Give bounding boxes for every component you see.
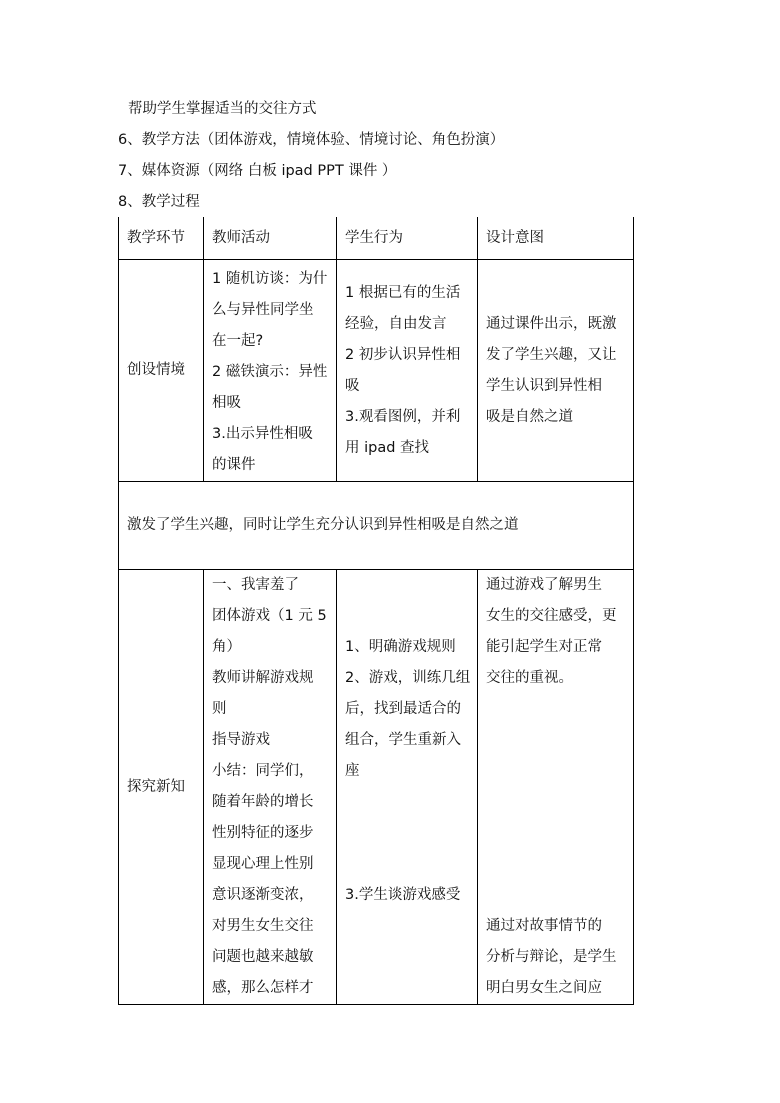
intent-line: 学生认识到异性相: [486, 377, 602, 394]
header-intent: 设计意图: [478, 217, 634, 260]
header-student: 学生行为: [337, 217, 478, 260]
student-line: 2、游戏，训练几组: [345, 670, 471, 686]
student-cell: [337, 260, 478, 482]
student-line: 1、明确游戏规则: [345, 639, 456, 655]
teacher-line: 在一起?: [212, 333, 264, 349]
teacher-line: 问题也越来越敏: [212, 949, 314, 965]
table-row: [119, 570, 634, 1005]
teacher-line: 随着年龄的增长: [212, 794, 314, 810]
student-line: 用 ipad 查找: [345, 439, 430, 456]
teacher-line: 2 磁铁演示：异性: [212, 364, 328, 380]
teacher-line: 感，那么怎样才: [212, 980, 314, 996]
intro-line-1: 帮助学生掌握适当的交往方式: [128, 101, 317, 117]
student-line: 后，找到最适合的: [345, 701, 461, 717]
teacher-line: 么与异性同学坐: [212, 302, 314, 318]
intent-line: 分析与辩论，是学生: [486, 949, 617, 965]
student-line: 组合，学生重新入: [345, 732, 461, 748]
header-stage: 教学环节: [119, 217, 204, 260]
summary-cell: 激发了学生兴趣，同时让学生充分认识到异性相吸是自然之道: [119, 482, 634, 570]
header-teacher: 教师活动: [204, 217, 337, 260]
student-line: 1 根据已有的生活: [345, 284, 461, 301]
stage-cell: 创设情境: [119, 260, 204, 482]
student-line: 吸: [345, 377, 360, 394]
intent-line: 女生的交往感受，更: [486, 608, 617, 624]
teacher-line: 性别特征的逐步: [212, 825, 314, 841]
student-line: 3.观看图例，并利: [345, 408, 461, 425]
intro-line-2: 6、教学方法（团体游戏，情境体验、情境讨论、角色扮演）: [118, 132, 505, 148]
intent-cell: [478, 570, 634, 1005]
teacher-line: 角）: [212, 639, 241, 655]
intent-line: 明白男女生之间应: [486, 980, 602, 996]
stage-cell: 探究新知: [119, 570, 204, 1005]
teacher-line: 意识逐渐变浓，: [212, 887, 314, 903]
teacher-line: 一、我害羞了: [212, 577, 299, 593]
intent-line: 能引起学生对正常: [486, 639, 602, 655]
teacher-line: 相吸: [212, 395, 241, 411]
intent-line: 发了学生兴趣，又让: [486, 346, 617, 363]
table-header-row: [119, 217, 634, 260]
student-line: 座: [345, 763, 360, 779]
table-row: [119, 260, 634, 482]
student-cell: [337, 570, 478, 1005]
teaching-process-table: [118, 217, 634, 1005]
teacher-line: 指导游戏: [212, 732, 270, 748]
intro-line-3: 7、媒体资源（网络 白板 ipad PPT 课件 ）: [118, 163, 397, 179]
teacher-cell: [204, 570, 337, 1005]
intent-line: 通过游戏了解男生: [486, 577, 602, 593]
teacher-line: 对男生女生交往: [212, 918, 314, 934]
student-line: 2 初步认识异性相: [345, 346, 461, 363]
intent-line: 通过课件出示，既激: [486, 315, 617, 332]
teacher-line: 显现心理上性别: [212, 856, 314, 872]
teacher-line: 1 随机访谈：为什: [212, 271, 328, 287]
student-line: 3.学生谈游戏感受: [345, 887, 461, 903]
intro-line-4: 8、教学过程: [118, 194, 200, 210]
student-line: 经验，自由发言: [345, 315, 447, 332]
intent-line: 通过对故事情节的: [486, 918, 602, 934]
intent-line: 吸是自然之道: [486, 408, 573, 425]
intent-line: 交往的重视。: [486, 670, 573, 686]
teacher-line: 的课件: [212, 457, 256, 473]
summary-row: [119, 482, 634, 570]
teacher-line: 3.出示异性相吸: [212, 426, 313, 442]
teacher-line: 教师讲解游戏规: [212, 670, 314, 686]
teacher-line: 团体游戏（1 元 5: [212, 608, 327, 624]
teacher-line: 小结：同学们，: [212, 763, 314, 779]
teacher-line: 则: [212, 701, 227, 717]
intent-cell: [478, 260, 634, 482]
teacher-cell: [204, 260, 337, 482]
